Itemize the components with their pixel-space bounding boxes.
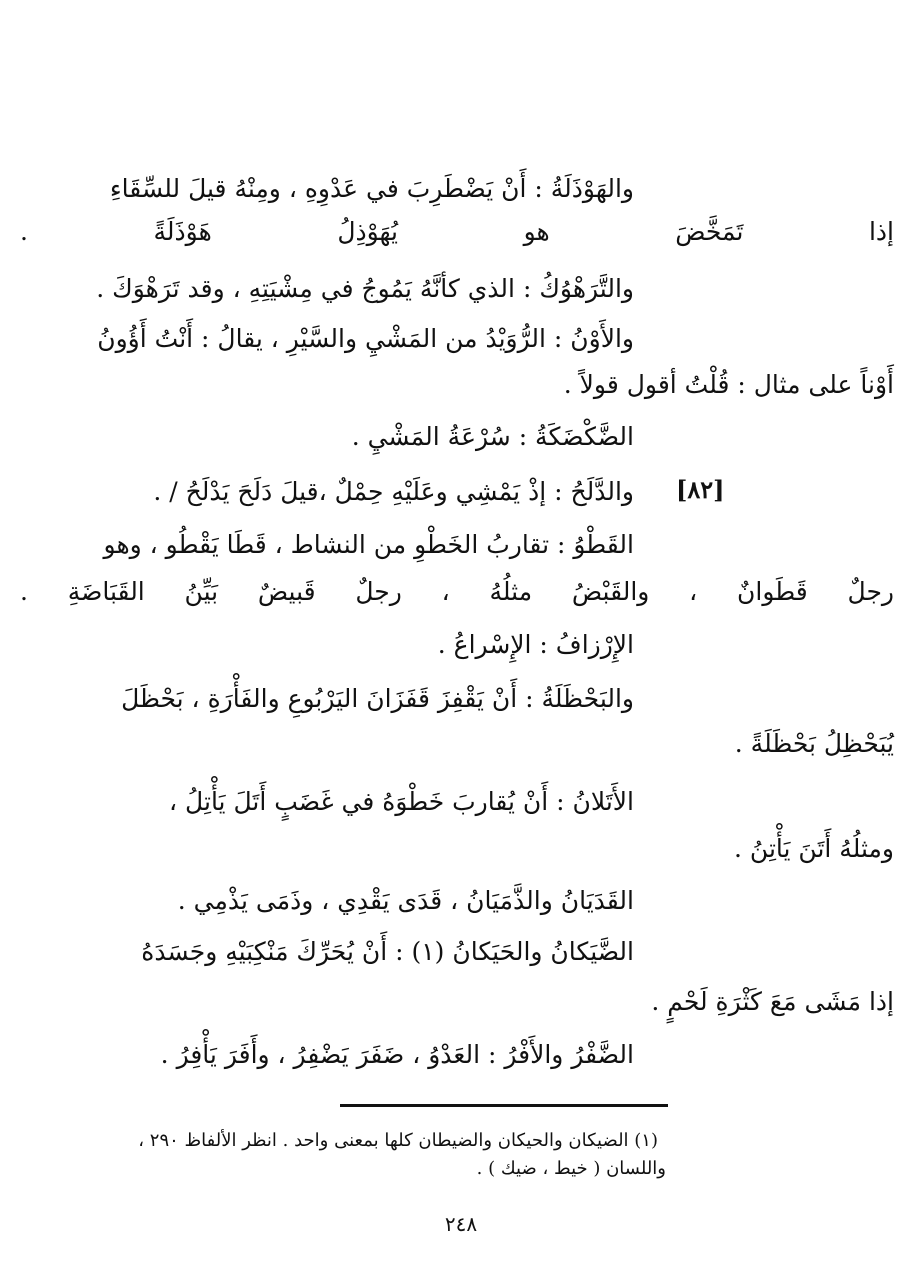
- text-line: القَدَيَانُ والذَّمَيَانُ ، قَدَى يَقْدِي ، وذَمَى يَذْمِي .: [177, 886, 634, 915]
- text-line: يُبَحْظِلُ بَحْظَلَةً .: [734, 729, 894, 758]
- text-line: أَوْناً على مثال : قُلْتُ أقول قولاً .: [563, 370, 894, 399]
- text-line: القَطْوُ : تقاربُ الخَطْوِ من النشاط ، قَطَا يَقْطُو ، وهو: [103, 530, 634, 559]
- text-line: الضَّكْضَكَةُ : سُرْعَةُ المَشْيِ .: [351, 422, 634, 451]
- footnote-line: (١) الضيكان والحيكان والضيطان كلها بمعنى واحد . انظر الألفاظ ٢٩٠ ،: [138, 1130, 658, 1151]
- margin-marker: [٨٢]: [676, 475, 725, 504]
- text-line: رجلٌ قَطَوانٌ ، والقَبْضُ مثلُهُ ، رجلٌ قَبيضٌ بَيِّنُ القَبَاضَةِ .: [20, 577, 894, 606]
- footnote-line: واللسان ( خيط ، ضيك ) .: [476, 1158, 666, 1179]
- text-line: والهَوْذَلَةُ : أَنْ يَضْطَرِبَ في عَدْوِهِ ، ومِنْهُ قيلَ للسِّقَاءِ: [109, 174, 634, 203]
- text-line: الضَّيَكانُ والحَيَكانُ (١) : أَنْ يُحَرِّكَ مَنْكِبَيْهِ وجَسَدَهُ: [141, 937, 634, 966]
- text-line: إذا تَمَخَّضَ هو يُهَوْذِلُ هَوْذَلَةً .: [20, 217, 894, 246]
- footnote-divider: [340, 1104, 668, 1107]
- text-line: ومثلُهُ أَتَنَ يَأْتِنُ .: [734, 834, 894, 863]
- text-line: الضَّفْرُ والأَفْرُ : العَدْوُ ، ضَفَرَ يَضْفِرُ ، وأَفَرَ يَأْفِرُ .: [160, 1040, 634, 1069]
- text-line: والبَحْظَلَةُ : أَنْ يَقْفِزَ قَفَزَانَ اليَرْبُوعِ والفَأْرَةِ ، بَحْظَلَ: [121, 684, 634, 713]
- text-line: إذا مَشَى مَعَ كَثْرَةِ لَحْمٍ .: [651, 987, 894, 1016]
- text-line: الأَتَلانُ : أَنْ يُقاربَ خَطْوَهُ في غَضَبٍ أَتَلَ يَأْتِلُ ،: [169, 787, 634, 816]
- text-line: والأَوْنُ : الرُّوَيْدُ من المَشْيِ والسَّيْرِ ، يقالُ : أَنْتُ أَؤُونُ: [97, 324, 634, 353]
- text-line: الإِرْزافُ : الإِسْراعُ .: [437, 630, 634, 659]
- page-number: ٢٤٨: [444, 1212, 478, 1236]
- text-line: والتَّرَهْوُكُ : الذي كأنَّهُ يَمُوجُ في مِشْيَتِهِ ، وقد تَرَهْوَكَ .: [96, 274, 634, 303]
- text-line: والدَّلَحُ : إذْ يَمْشِي وعَلَيْهِ حِمْلٌ ،قيلَ دَلَحَ يَدْلَحُ / .: [153, 477, 634, 506]
